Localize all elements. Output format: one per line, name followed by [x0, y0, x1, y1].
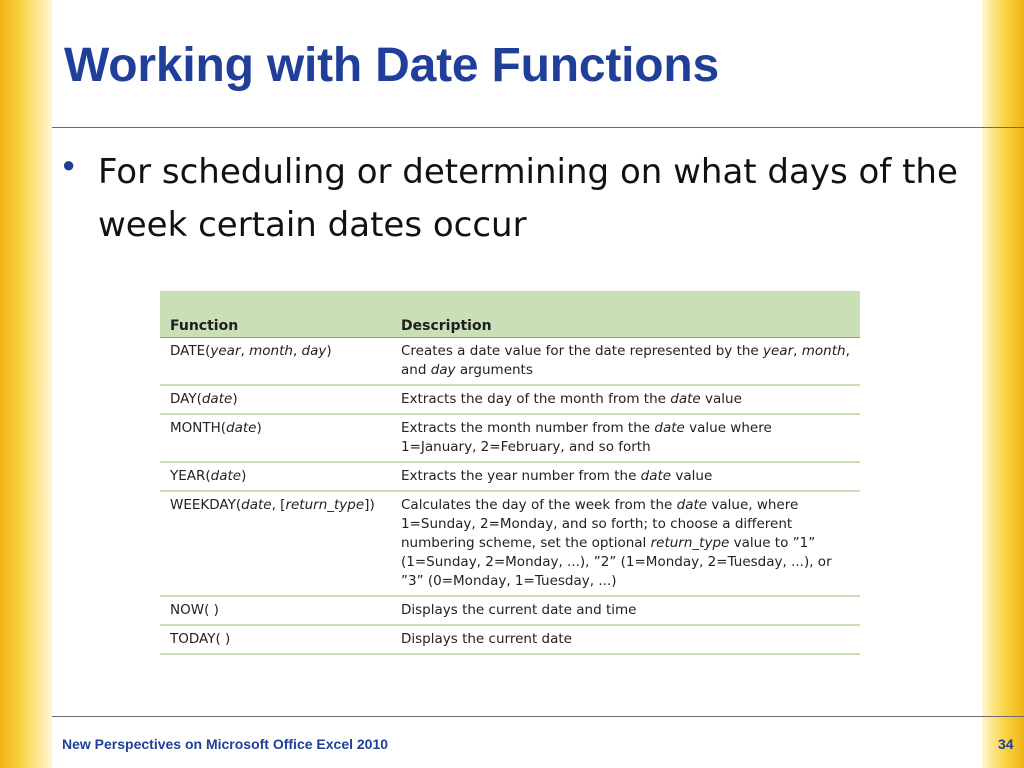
bullet-text: For scheduling or determining on what days of the week certain dates occur — [97, 152, 958, 245]
text-segment: NOW( ) — [170, 601, 219, 618]
text-segment: , — [292, 342, 302, 359]
argument-text: day — [430, 361, 456, 378]
argument-text: date — [226, 419, 257, 436]
text-segment: Extracts the year number from the — [401, 467, 641, 484]
text-segment: DAY( — [170, 390, 202, 407]
table-body — [160, 337, 860, 654]
text-segment: , — [240, 342, 250, 359]
title-divider — [52, 127, 1024, 128]
argument-text: date — [654, 419, 685, 436]
table-row — [160, 385, 860, 414]
text-segment: Calculates the day of the week from the — [401, 496, 677, 513]
text-segment: ) — [256, 419, 262, 436]
page-number: 34 — [998, 736, 1014, 752]
function-cell — [160, 491, 391, 596]
text-segment: Extracts the day of the month from the — [401, 390, 671, 407]
argument-text: date — [201, 390, 233, 407]
text-segment: , — [793, 342, 802, 359]
argument-text: day — [301, 342, 327, 359]
argument-text: return_type — [650, 534, 730, 551]
argument-text: date — [670, 390, 701, 407]
column-header-description: Description — [391, 291, 860, 337]
text-segment: YEAR( — [170, 467, 211, 484]
right-accent-bar — [982, 0, 1024, 768]
text-segment: ) — [241, 467, 247, 484]
table-row — [160, 414, 860, 462]
footer-title: New Perspectives on Microsoft Office Excel 2010 — [62, 736, 389, 752]
function-cell — [160, 625, 391, 654]
text-segment: Creates a date value for the date represented by the — [401, 342, 764, 359]
function-cell — [160, 385, 391, 414]
argument-text: year — [763, 342, 794, 359]
argument-text: month — [801, 342, 846, 359]
text-segment: ) — [326, 342, 332, 359]
argument-text: month — [249, 342, 293, 359]
description-cell — [391, 337, 860, 385]
argument-text: date — [640, 467, 672, 484]
text-segment: value — [671, 467, 713, 484]
text-segment: Displays the current date and time — [401, 601, 637, 618]
footer-divider — [52, 716, 1024, 717]
description-cell — [391, 625, 860, 654]
argument-text: year — [210, 342, 241, 359]
text-segment: ) — [232, 390, 238, 407]
table-row — [160, 596, 860, 625]
left-accent-bar — [0, 0, 52, 768]
description-cell — [391, 414, 860, 462]
text-segment: , and — [401, 342, 850, 378]
function-cell — [160, 596, 391, 625]
column-header-function: Function — [160, 291, 391, 337]
text-segment: value to ”1” (1=Sunday, 2=Monday, ...), ”2” (1=Monday, 2=Tuesday, ...), or ”3” (0=Monday, 1=Tuesday, ...) — [401, 534, 832, 589]
table-row — [160, 337, 860, 385]
text-segment: ]) — [364, 496, 375, 513]
text-segment: arguments — [455, 361, 533, 378]
description-cell — [391, 385, 860, 414]
text-segment: WEEKDAY( — [170, 496, 242, 513]
slide-title: Working with Date Functions — [64, 39, 720, 92]
table-row — [160, 491, 860, 596]
text-segment: , [ — [271, 496, 286, 513]
bullet-item — [62, 146, 967, 252]
text-segment: value where 1=January, 2=February, and so forth — [401, 419, 772, 455]
function-cell — [160, 414, 391, 462]
slide — [52, 0, 982, 768]
date-functions-table — [160, 291, 860, 655]
function-cell — [160, 337, 391, 385]
text-segment: Displays the current date — [401, 630, 572, 647]
text-segment: TODAY( ) — [170, 630, 231, 647]
description-cell — [391, 462, 860, 491]
text-segment: Extracts the month number from the — [401, 419, 655, 436]
text-segment: MONTH( — [170, 419, 227, 436]
table-row — [160, 625, 860, 654]
argument-text: date — [241, 496, 272, 513]
description-cell — [391, 491, 860, 596]
function-cell — [160, 462, 391, 491]
argument-text: date — [676, 496, 708, 513]
text-segment: value — [700, 390, 742, 407]
text-segment: DATE( — [170, 342, 211, 359]
text-segment: value, where 1=Sunday, 2=Monday, and so forth; to choose a different numbering scheme, set the optional — [401, 496, 799, 551]
table-row — [160, 462, 860, 491]
description-cell — [391, 596, 860, 625]
argument-text: date — [210, 467, 242, 484]
table-header-row — [160, 291, 860, 337]
argument-text: return_type — [285, 496, 365, 513]
bullet-icon: ● — [62, 152, 76, 177]
